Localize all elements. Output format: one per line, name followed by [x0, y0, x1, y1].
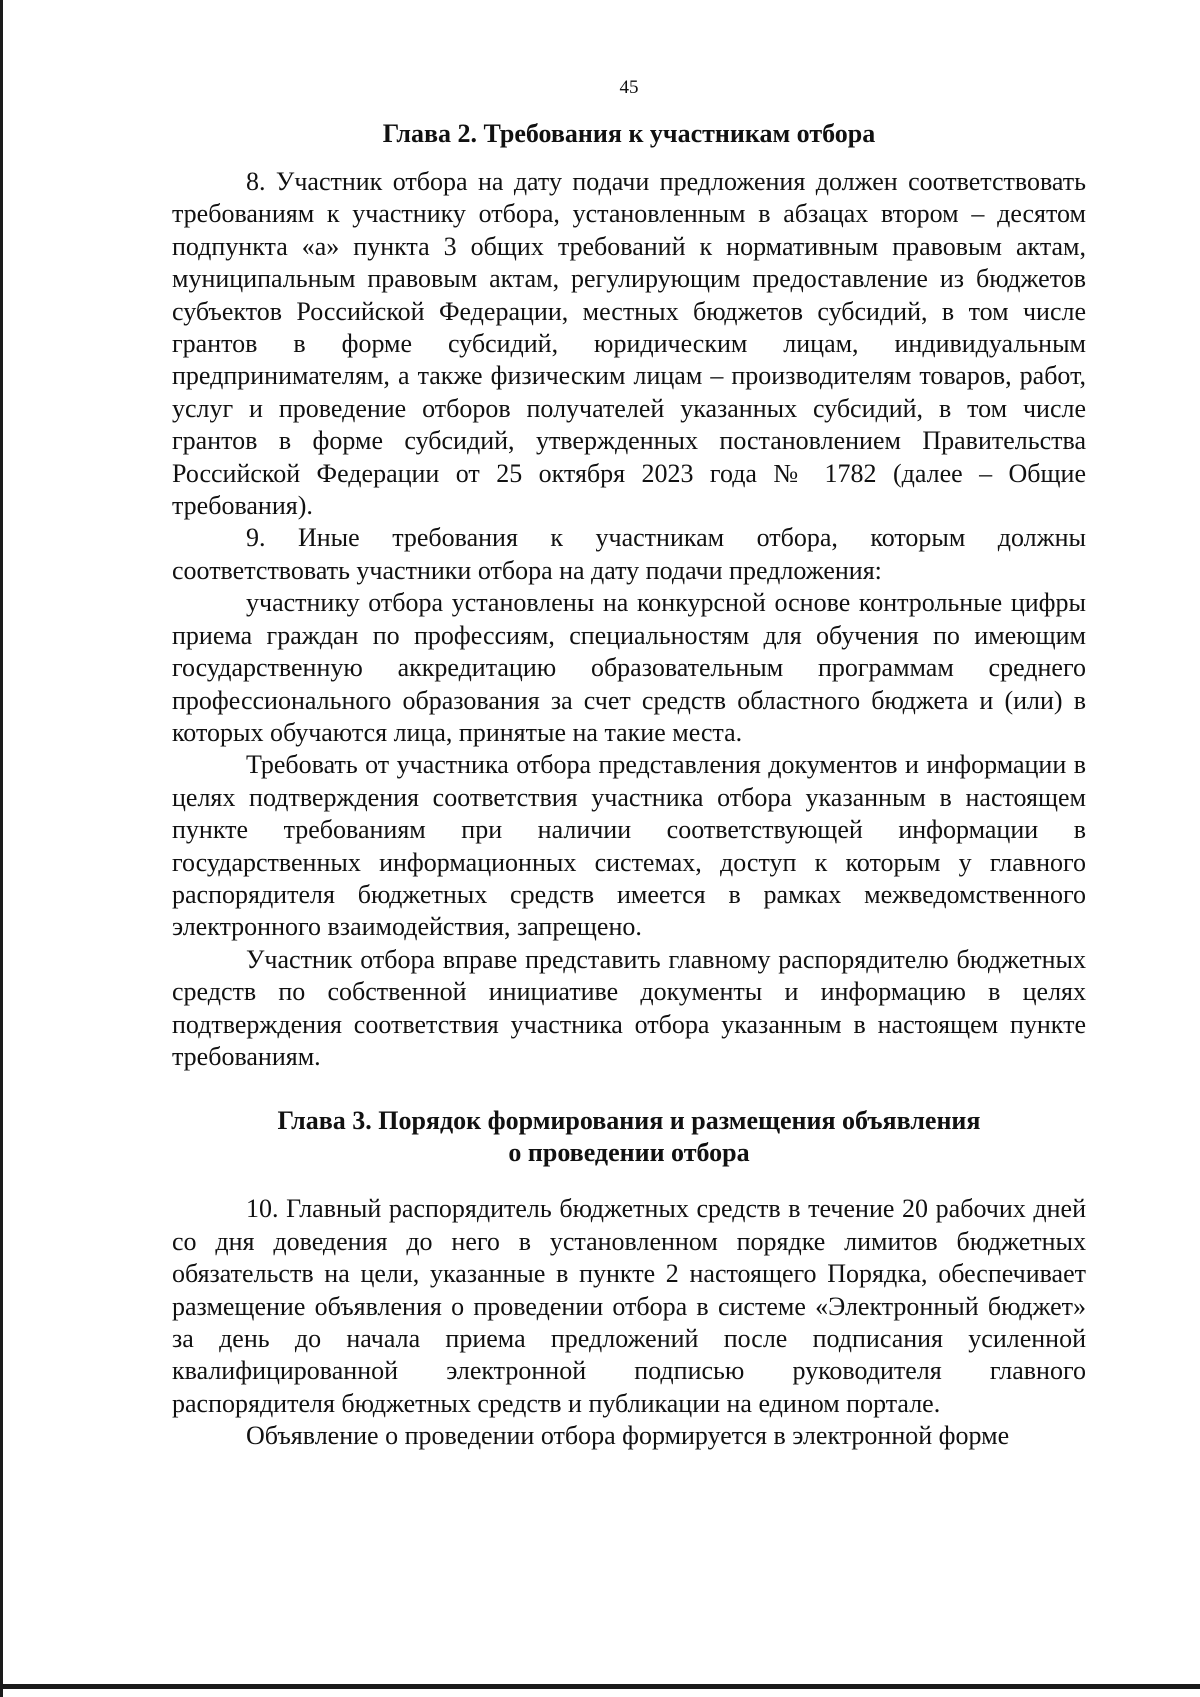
paragraph-9: 9. Иные требования к участникам отбора, которым должны соответствовать участники отбора на дату подачи предложения: — [172, 523, 1086, 585]
chapter-3-title-line-2: о проведении отбора — [508, 1138, 750, 1168]
paragraph-10: 10. Главный распорядитель бюджетных средств в течение 20 рабочих дней со дня доведения до него в установленном порядке лимитов бюджетных обязательств на цели, указанные в пункте 2 настоящего Порядка, обеспечивает размещение объявления о проведении отбора в системе «Электронный бюджет» за день до начала приема предложений после подписания усиленной квалифицированной электронной подписью руководителя главного распорядителя бюджетных средств и публикации на едином портале. — [172, 1194, 1086, 1418]
page-number: 45 — [619, 77, 639, 98]
chapter-3-body — [172, 1193, 1086, 1452]
scan-edge-left — [0, 0, 3, 1697]
document-page — [172, 70, 1086, 1453]
chapter-3-title — [172, 1105, 1086, 1169]
chapter-2-body — [172, 166, 1086, 1073]
paragraph-9-requirement: участнику отбора установлены на конкурсной основе контрольные цифры приема граждан по профессиям, специальностям для обучения по имеющим государственную аккредитацию образовательным программам среднего профессионального образования за счет средств областного бюджета и (или) в которых обучаются лица, принятые на такие места. — [172, 588, 1086, 747]
paragraph-9-prohibition: Требовать от участника отбора представления документов и информации в целях подтверждения соответствия участника отбора указанным в настоящем пункте требованиям при наличии соответствующей информации в государственных информационных системах, доступ к которым у главного распорядителя бюджетных средств имеется в рамках межведомственного электронного взаимодействия, запрещено. — [172, 750, 1086, 942]
chapter-2-title: Глава 2. Требования к участникам отбора — [382, 119, 876, 148]
scan-edge-bottom — [0, 1684, 1200, 1689]
paragraph-8: 8. Участник отбора на дату подачи предложения должен соответствовать требованиям к участнику отбора, установленным в абзацах втором – десятом подпункта «а» пункта 3 общих требований к нормативным правовым актам, муниципальным правовым актам, регулирующим предоставление из бюджетов субъектов Российской Федерации, местных бюджетов субсидий, в том числе грантов в форме субсидий, юридическим лицам, индивидуальным предпринимателям, а также физическим лицам – производителям товаров, работ, услуг и проведение отборов получателей указанных субсидий, в том числе грантов в форме субсидий, утвержденных постановлением Правительства Российской Федерации от 25 октября 2023 года № 1782 (далее – Общие требования). — [172, 167, 1086, 521]
chapter-3-title-line-1: Глава 3. Порядок формирования и размещения объявления — [277, 1106, 981, 1136]
paragraph-9-right: Участник отбора вправе представить главному распорядителю бюджетных средств по собственной инициативе документы и информацию в целях подтверждения соответствия участника отбора указанным в настоящем пункте требованиям. — [172, 944, 1086, 1071]
paragraph-10-announcement: Объявление о проведении отбора формируется в электронной форме — [246, 1421, 1010, 1451]
